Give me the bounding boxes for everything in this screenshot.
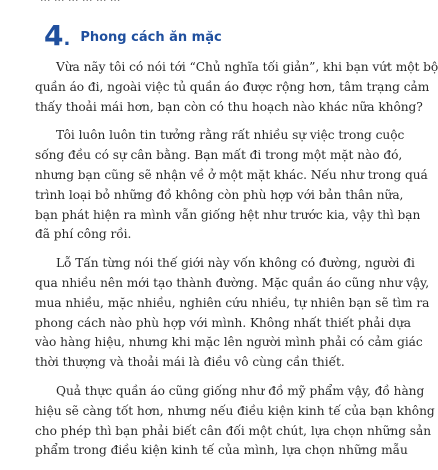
text-line: phong cách nào phù hợp với mình. Không nhất thiết phải dựa (35, 315, 411, 330)
text-line: đã phí công rồi. (35, 227, 132, 242)
text-line: Vừa nãy tôi có nói tới “Chủ nghĩa tối giản”, khi bạn vứt một bộ (56, 60, 438, 74)
paragraph-2 (35, 126, 428, 245)
text-line: thấy thoải mái hơn, bạn còn có thu hoạch nào khác nữa không? (35, 99, 423, 114)
text-line: nhưng bạn cũng sẽ nhận về ở một mặt khác. Nếu như trong quá (35, 167, 428, 182)
text-line: bạn phát hiện ra mình vẫn giống hệt như trước kia, vậy thì bạn (35, 207, 421, 222)
text-line: cho phép thì bạn phải biết cân đối một chút, lựa chọn những sản (35, 423, 431, 438)
text-line: phẩm trong điều kiện kinh tế của mình, lựa chọn những mẫu (35, 443, 408, 458)
text-line: Quả thực quần áo cũng giống như đồ mỹ phẩm vậy, đồ hàng (56, 383, 425, 398)
previous-text-fragment (40, 0, 120, 4)
text-line: trình loại bỏ những đồ không còn phù hợp với bản thân nữa, (35, 187, 404, 202)
text-line: vào hàng hiệu, nhưng khi mặc lên người mình phải có cảm giác (35, 335, 423, 350)
text-line: thời thượng và thoải mái là điều vô cùng cần thiết. (35, 355, 345, 370)
section-title: Phong cách ăn mặc (80, 30, 222, 45)
section-number-dot: . (63, 29, 71, 50)
paragraph-1 (35, 58, 438, 117)
text-line: sống đều có sự cân bằng. Bạn mất đi trong một mặt nào đó, (35, 148, 403, 163)
section-number: 4 (44, 19, 64, 52)
paragraph-4 (35, 382, 435, 461)
section-heading (44, 19, 222, 52)
text-line: quần áo đi, ngoài việc tủ quần áo được rộng hơn, tâm trạng cảm (35, 79, 430, 94)
body-text (35, 58, 438, 470)
paragraph-3 (35, 254, 430, 373)
text-line: Tôi luôn luôn tin tưởng rằng rất nhiều sự việc trong cuộc (56, 128, 405, 143)
text-line: qua nhiều nên mới tạo thành đường. Mặc quần áo cũng như vậy, (35, 275, 430, 290)
text-line: hiệu sẽ càng tốt hơn, nhưng nếu điều kiện kinh tế của bạn không (35, 403, 435, 418)
text-line: Lỗ Tấn từng nói thế giới này vốn không có đường, người đi (56, 256, 415, 271)
text-line: mua nhiều, mặc nhiều, nghiên cứu nhiều, tự nhiên bạn sẽ tìm ra (35, 295, 430, 310)
